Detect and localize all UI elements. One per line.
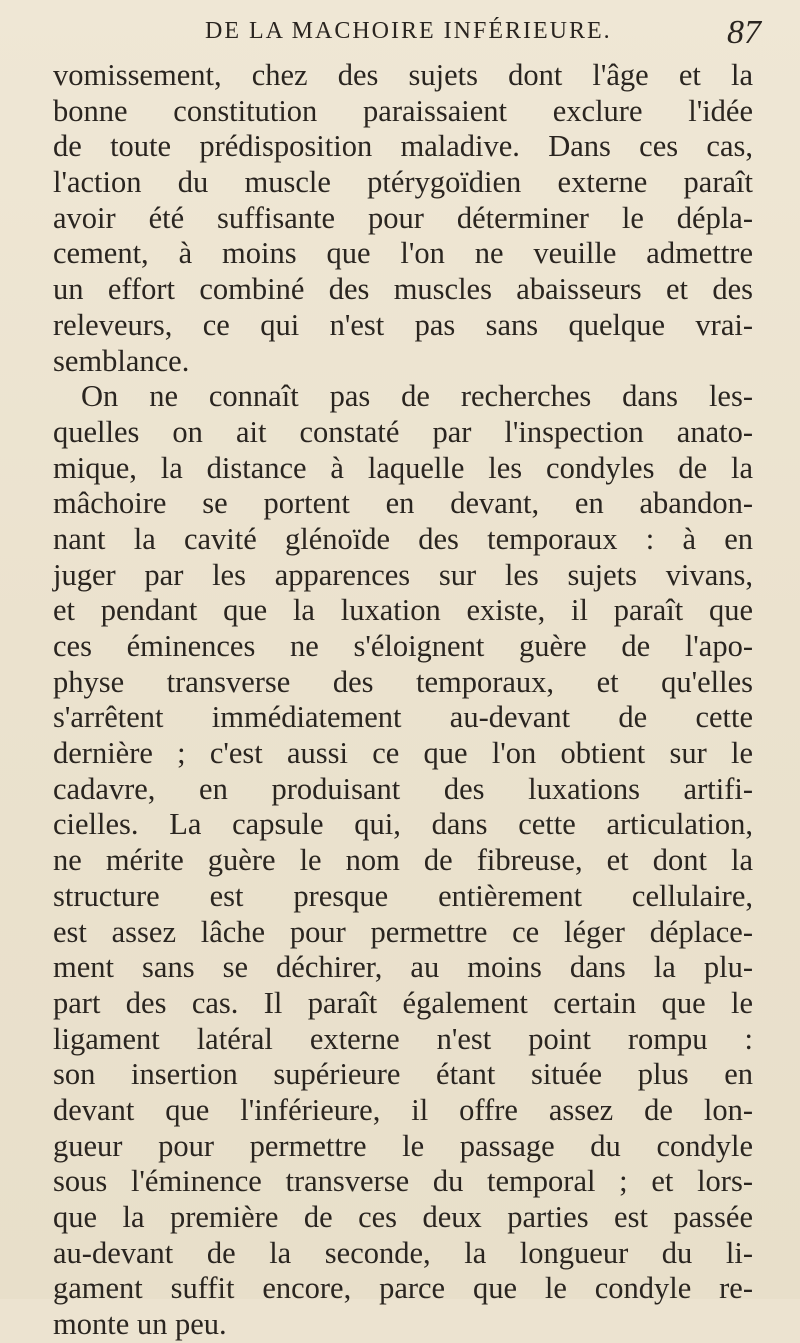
text-line: nant la cavité glénoïde des temporaux : à en xyxy=(53,521,753,556)
text-line: de toute prédisposition maladive. Dans ces cas, xyxy=(53,129,753,164)
body-text xyxy=(53,58,753,1343)
text-line: mâchoire se portent en devant, en abandon- xyxy=(53,486,753,521)
text-line: releveurs, ce qui n'est pas sans quelque vrai- xyxy=(53,307,753,342)
text-line: ment sans se déchirer, au moins dans la plu- xyxy=(53,950,753,985)
text-line: un effort combiné des muscles abaisseurs et des xyxy=(53,272,753,307)
text-line: vomissement, chez des sujets dont l'âge et la xyxy=(53,58,753,92)
text-line: structure est presque entièrement cellulaire, xyxy=(53,878,753,913)
text-line: gueur pour permettre le passage du condyle xyxy=(53,1128,753,1163)
text-line: s'arrêtent immédiatement au-devant de cette xyxy=(53,700,753,735)
text-line: que la première de ces deux parties est passée xyxy=(53,1200,753,1234)
page-number: 87 xyxy=(727,14,761,51)
text-line: cielles. La capsule qui, dans cette articulation, xyxy=(53,807,753,842)
text-line: ligament latéral externe n'est point rompu : xyxy=(53,1021,753,1056)
text-line: l'action du muscle ptérygoïdien externe paraît xyxy=(53,165,753,200)
text-line: au-devant de la seconde, la longueur du li- xyxy=(53,1235,753,1270)
text-line: avoir été suffisante pour déterminer le dépla- xyxy=(53,200,753,235)
text-line: part des cas. Il paraît également certain que le xyxy=(53,985,753,1020)
running-title: DE LA MACHOIRE INFÉRIEURE. xyxy=(205,18,612,44)
text-line: On ne connaît pas de recherches dans les- xyxy=(81,379,753,414)
text-line: ne mérite guère le nom de fibreuse, et dont la xyxy=(53,843,753,878)
text-line: semblance. xyxy=(53,343,190,378)
text-line: et pendant que la luxation existe, il paraît que xyxy=(53,593,753,628)
running-header xyxy=(0,14,800,50)
text-line: quelles on ait constaté par l'inspection anato- xyxy=(53,414,753,449)
text-line: devant que l'inférieure, il offre assez de lon- xyxy=(53,1092,753,1127)
text-line: cadavre, en produisant des luxations artifi- xyxy=(53,771,753,806)
text-line: bonne constitution paraissaient exclure l'idée xyxy=(53,93,753,128)
text-line: ces éminences ne s'éloignent guère de l'apo- xyxy=(53,629,753,663)
text-line: son insertion supérieure étant située plus en xyxy=(53,1057,753,1092)
text-line: dernière ; c'est aussi ce que l'on obtient sur le xyxy=(53,736,753,771)
text-line: physe transverse des temporaux, et qu'elles xyxy=(53,664,753,699)
text-line: monte un peu. xyxy=(53,1307,227,1342)
text-line: cement, à moins que l'on ne veuille admettre xyxy=(53,236,753,271)
text-line: gament suffit encore, parce que le condyle re- xyxy=(53,1271,753,1306)
text-line: mique, la distance à laquelle les condyles de la xyxy=(53,450,753,485)
text-line: sous l'éminence transverse du temporal ; et lors- xyxy=(53,1164,753,1199)
text-line: juger par les apparences sur les sujets vivans, xyxy=(53,557,753,592)
text-line: est assez lâche pour permettre ce léger déplace- xyxy=(53,914,753,949)
